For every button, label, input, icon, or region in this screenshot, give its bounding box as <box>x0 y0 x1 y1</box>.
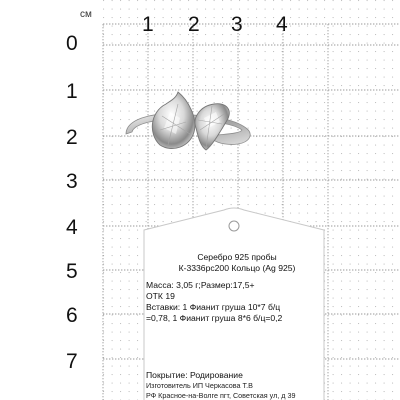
gem-large <box>152 92 195 149</box>
price-tag <box>140 204 330 400</box>
tag-metal: Серебро 925 пробы <box>197 252 277 262</box>
top-ruler-number: 3 <box>231 13 243 36</box>
left-ruler-number: 5 <box>66 260 78 283</box>
left-ruler-number: 0 <box>66 32 78 55</box>
tag-inserts: Вставки: 1 Фианит груша 10*7 б/ц <box>146 302 281 312</box>
left-ruler-number: 7 <box>66 350 78 373</box>
tag-address: РФ Красное-на-Волге пгт, Советская ул, д 39 <box>146 390 296 400</box>
left-ruler-number: 6 <box>66 304 78 327</box>
top-ruler-number: 2 <box>188 13 200 36</box>
tag-text <box>146 252 328 400</box>
ruler-unit-label: см <box>80 9 92 20</box>
left-ruler-number: 1 <box>66 80 78 103</box>
top-ruler-number: 1 <box>142 13 154 36</box>
tag-qc: ОТК 19 <box>146 291 175 301</box>
tag-coating: Покрытие: Родирование <box>146 370 243 380</box>
tag-inserts-cont: =0,78, 1 Фианит груша 8*6 б/ц=0,2 <box>146 313 283 323</box>
left-ruler-number: 2 <box>66 126 78 149</box>
tag-article: К-3336рс200 Кольцо (Ag 925) <box>178 263 296 273</box>
left-ruler-number: 3 <box>66 170 78 193</box>
tag-manufacturer: Изготовитель ИП Черкасова Т.В <box>146 381 253 390</box>
left-ruler-number: 4 <box>66 216 78 239</box>
tag-weight-size: Масса: 3,05 г;Размер:17,5+ <box>146 280 255 290</box>
top-ruler-number: 4 <box>276 13 288 36</box>
